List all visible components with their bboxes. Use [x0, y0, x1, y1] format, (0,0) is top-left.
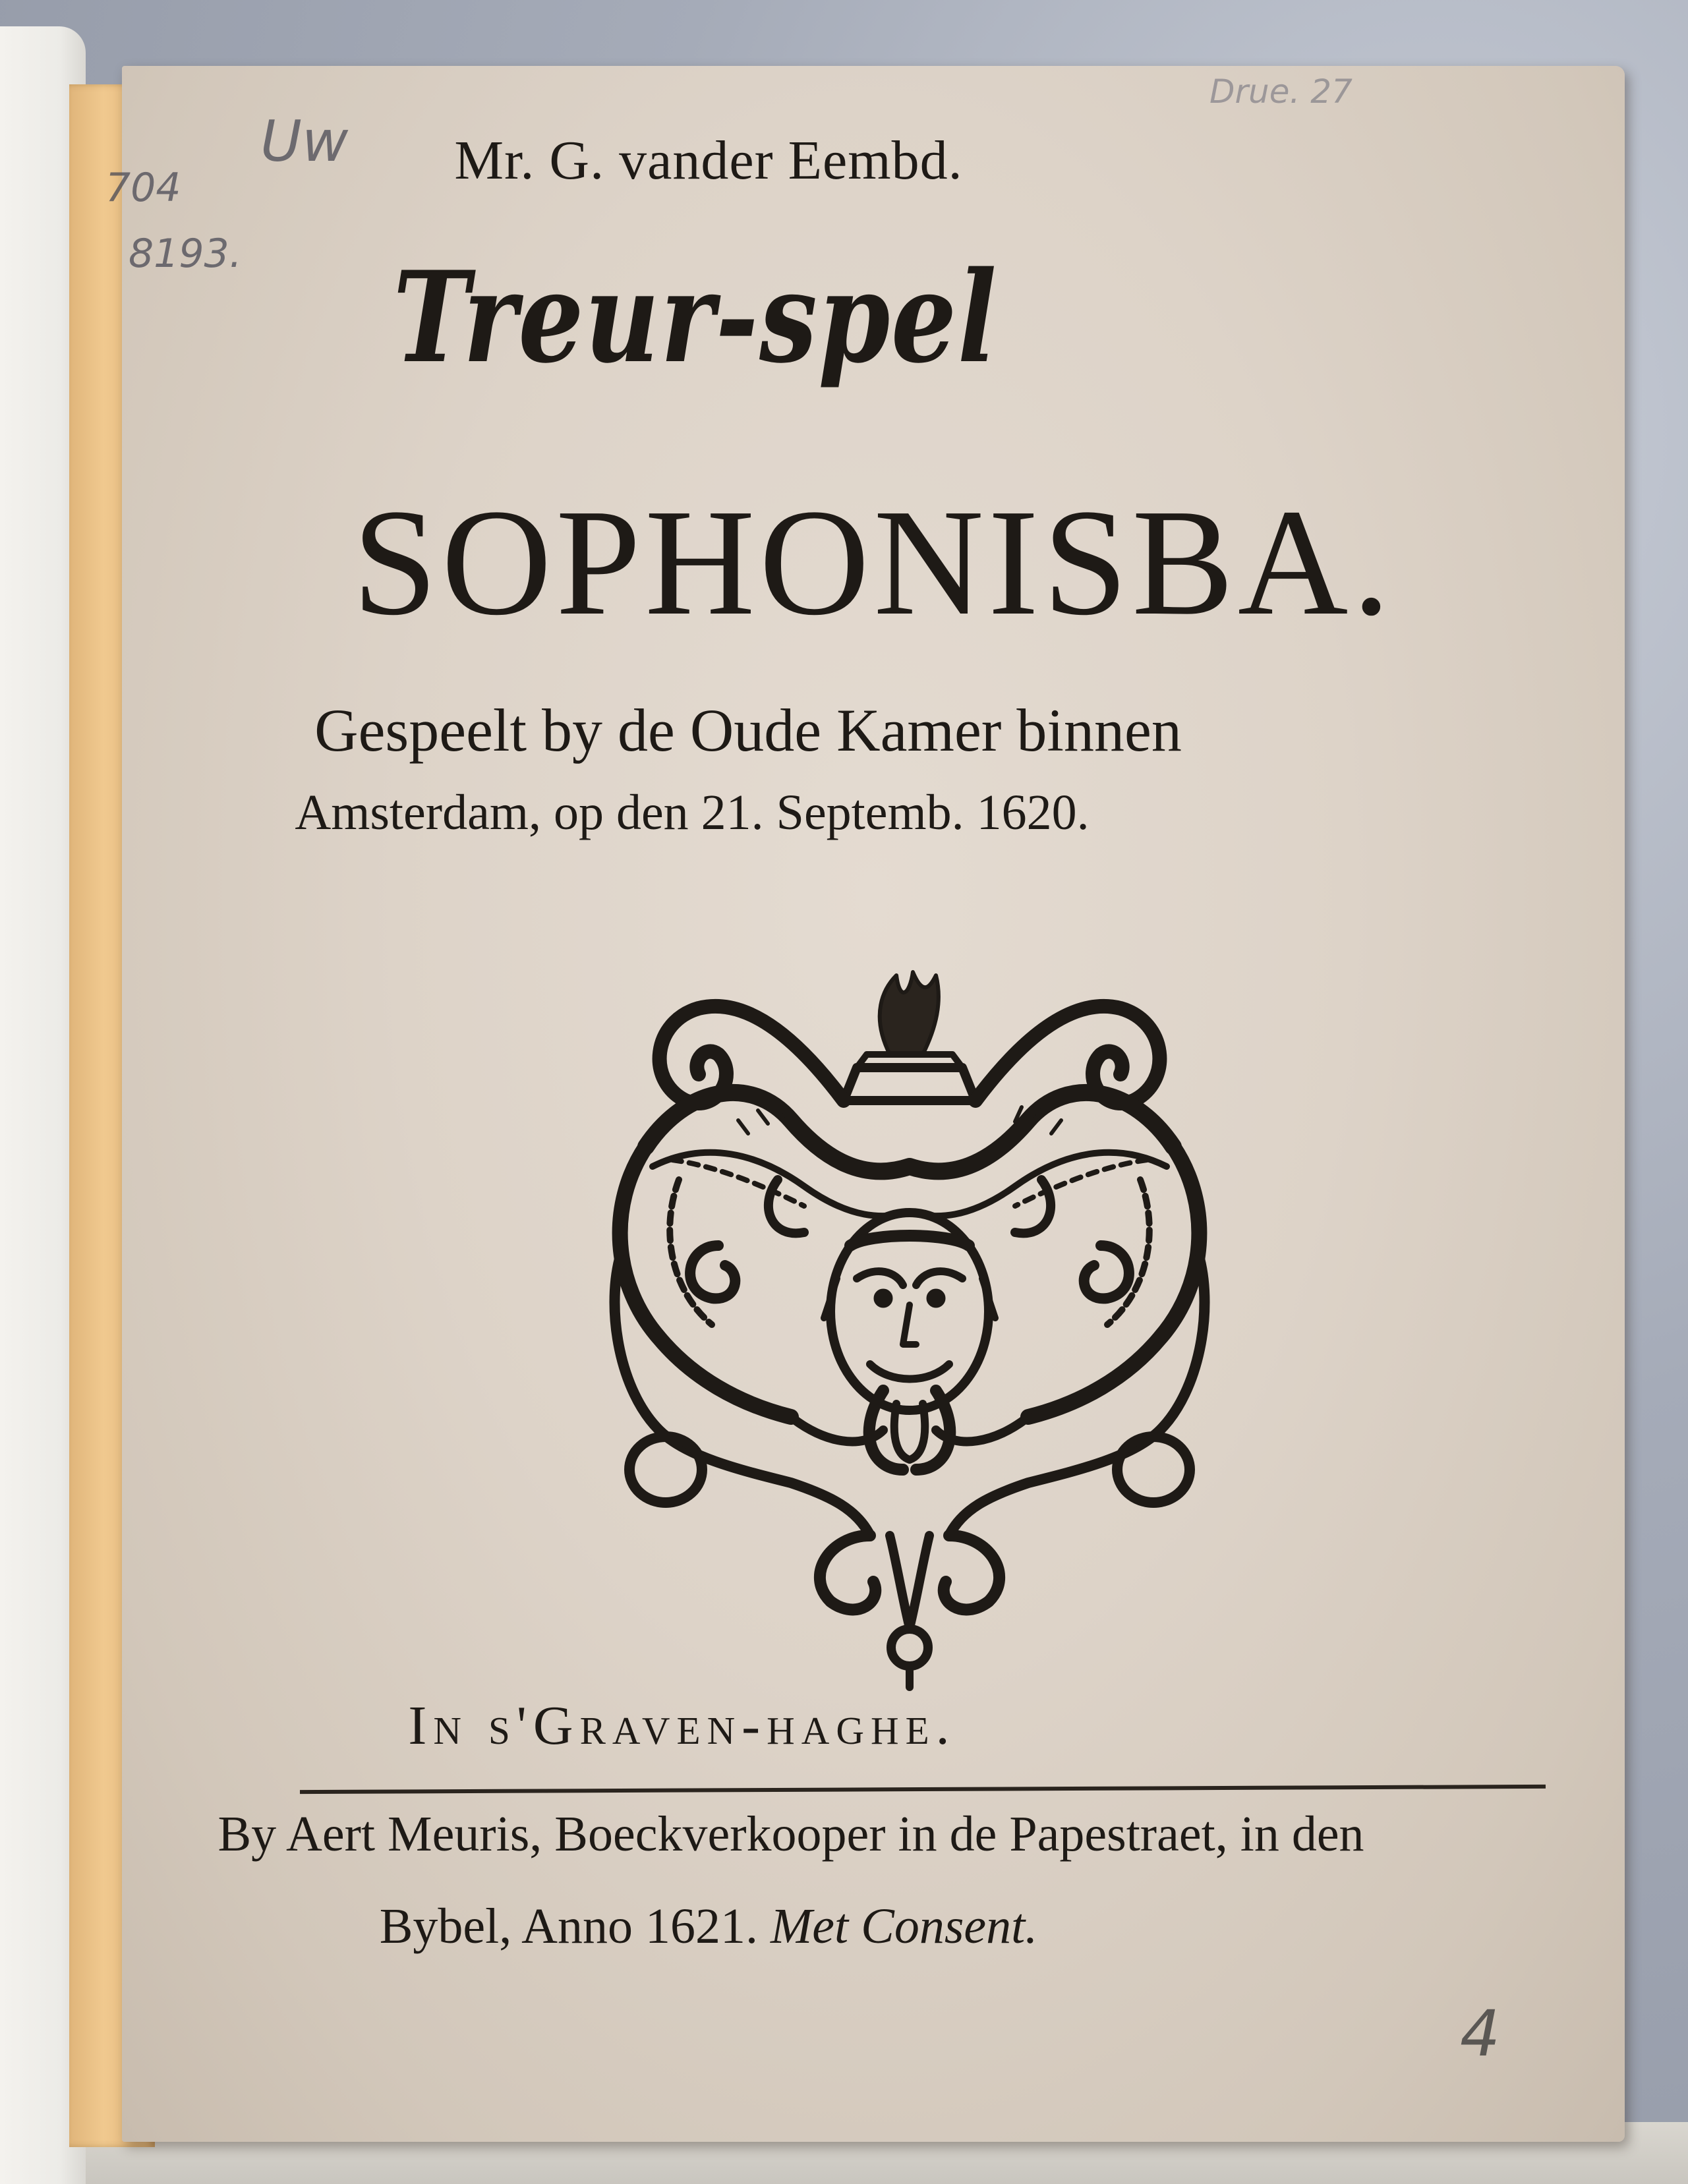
handwritten-scribble: Uw — [260, 109, 349, 175]
imprint-consent: Met Consent. — [770, 1899, 1038, 1954]
imprint-line-1: By Aert Meuris, Boeckverkooper in de Papestraet, in den — [218, 1806, 1364, 1862]
gothic-title: Treur-spel — [393, 244, 998, 391]
handwritten-shelfmark-number: 8193. — [129, 231, 242, 277]
woodcut-mascaron-ornament-icon — [606, 969, 1213, 1694]
handwritten-shelfmark-top: 704 — [105, 165, 181, 211]
imprint-line-2 — [122, 1898, 1295, 1955]
main-title: SOPHONISBA. — [352, 478, 1395, 647]
horizontal-rule — [300, 1785, 1546, 1794]
imprint-place: In s'Graven-haghe. — [408, 1695, 956, 1756]
author-line: Mr. G. vander Eembd. — [454, 130, 963, 191]
handwritten-note-top-right: Drue. 27 — [1209, 72, 1353, 111]
handwritten-page-number: 4 — [1460, 1997, 1501, 2071]
subtitle-line-1: Gespeelt by de Oude Kamer binnen — [314, 697, 1182, 764]
title-page — [105, 66, 1625, 2142]
subtitle-line-2: Amsterdam, op den 21. Septemb. 1620. — [295, 785, 1090, 840]
imprint-line-2-text: Bybel, Anno 1621. — [379, 1899, 771, 1954]
